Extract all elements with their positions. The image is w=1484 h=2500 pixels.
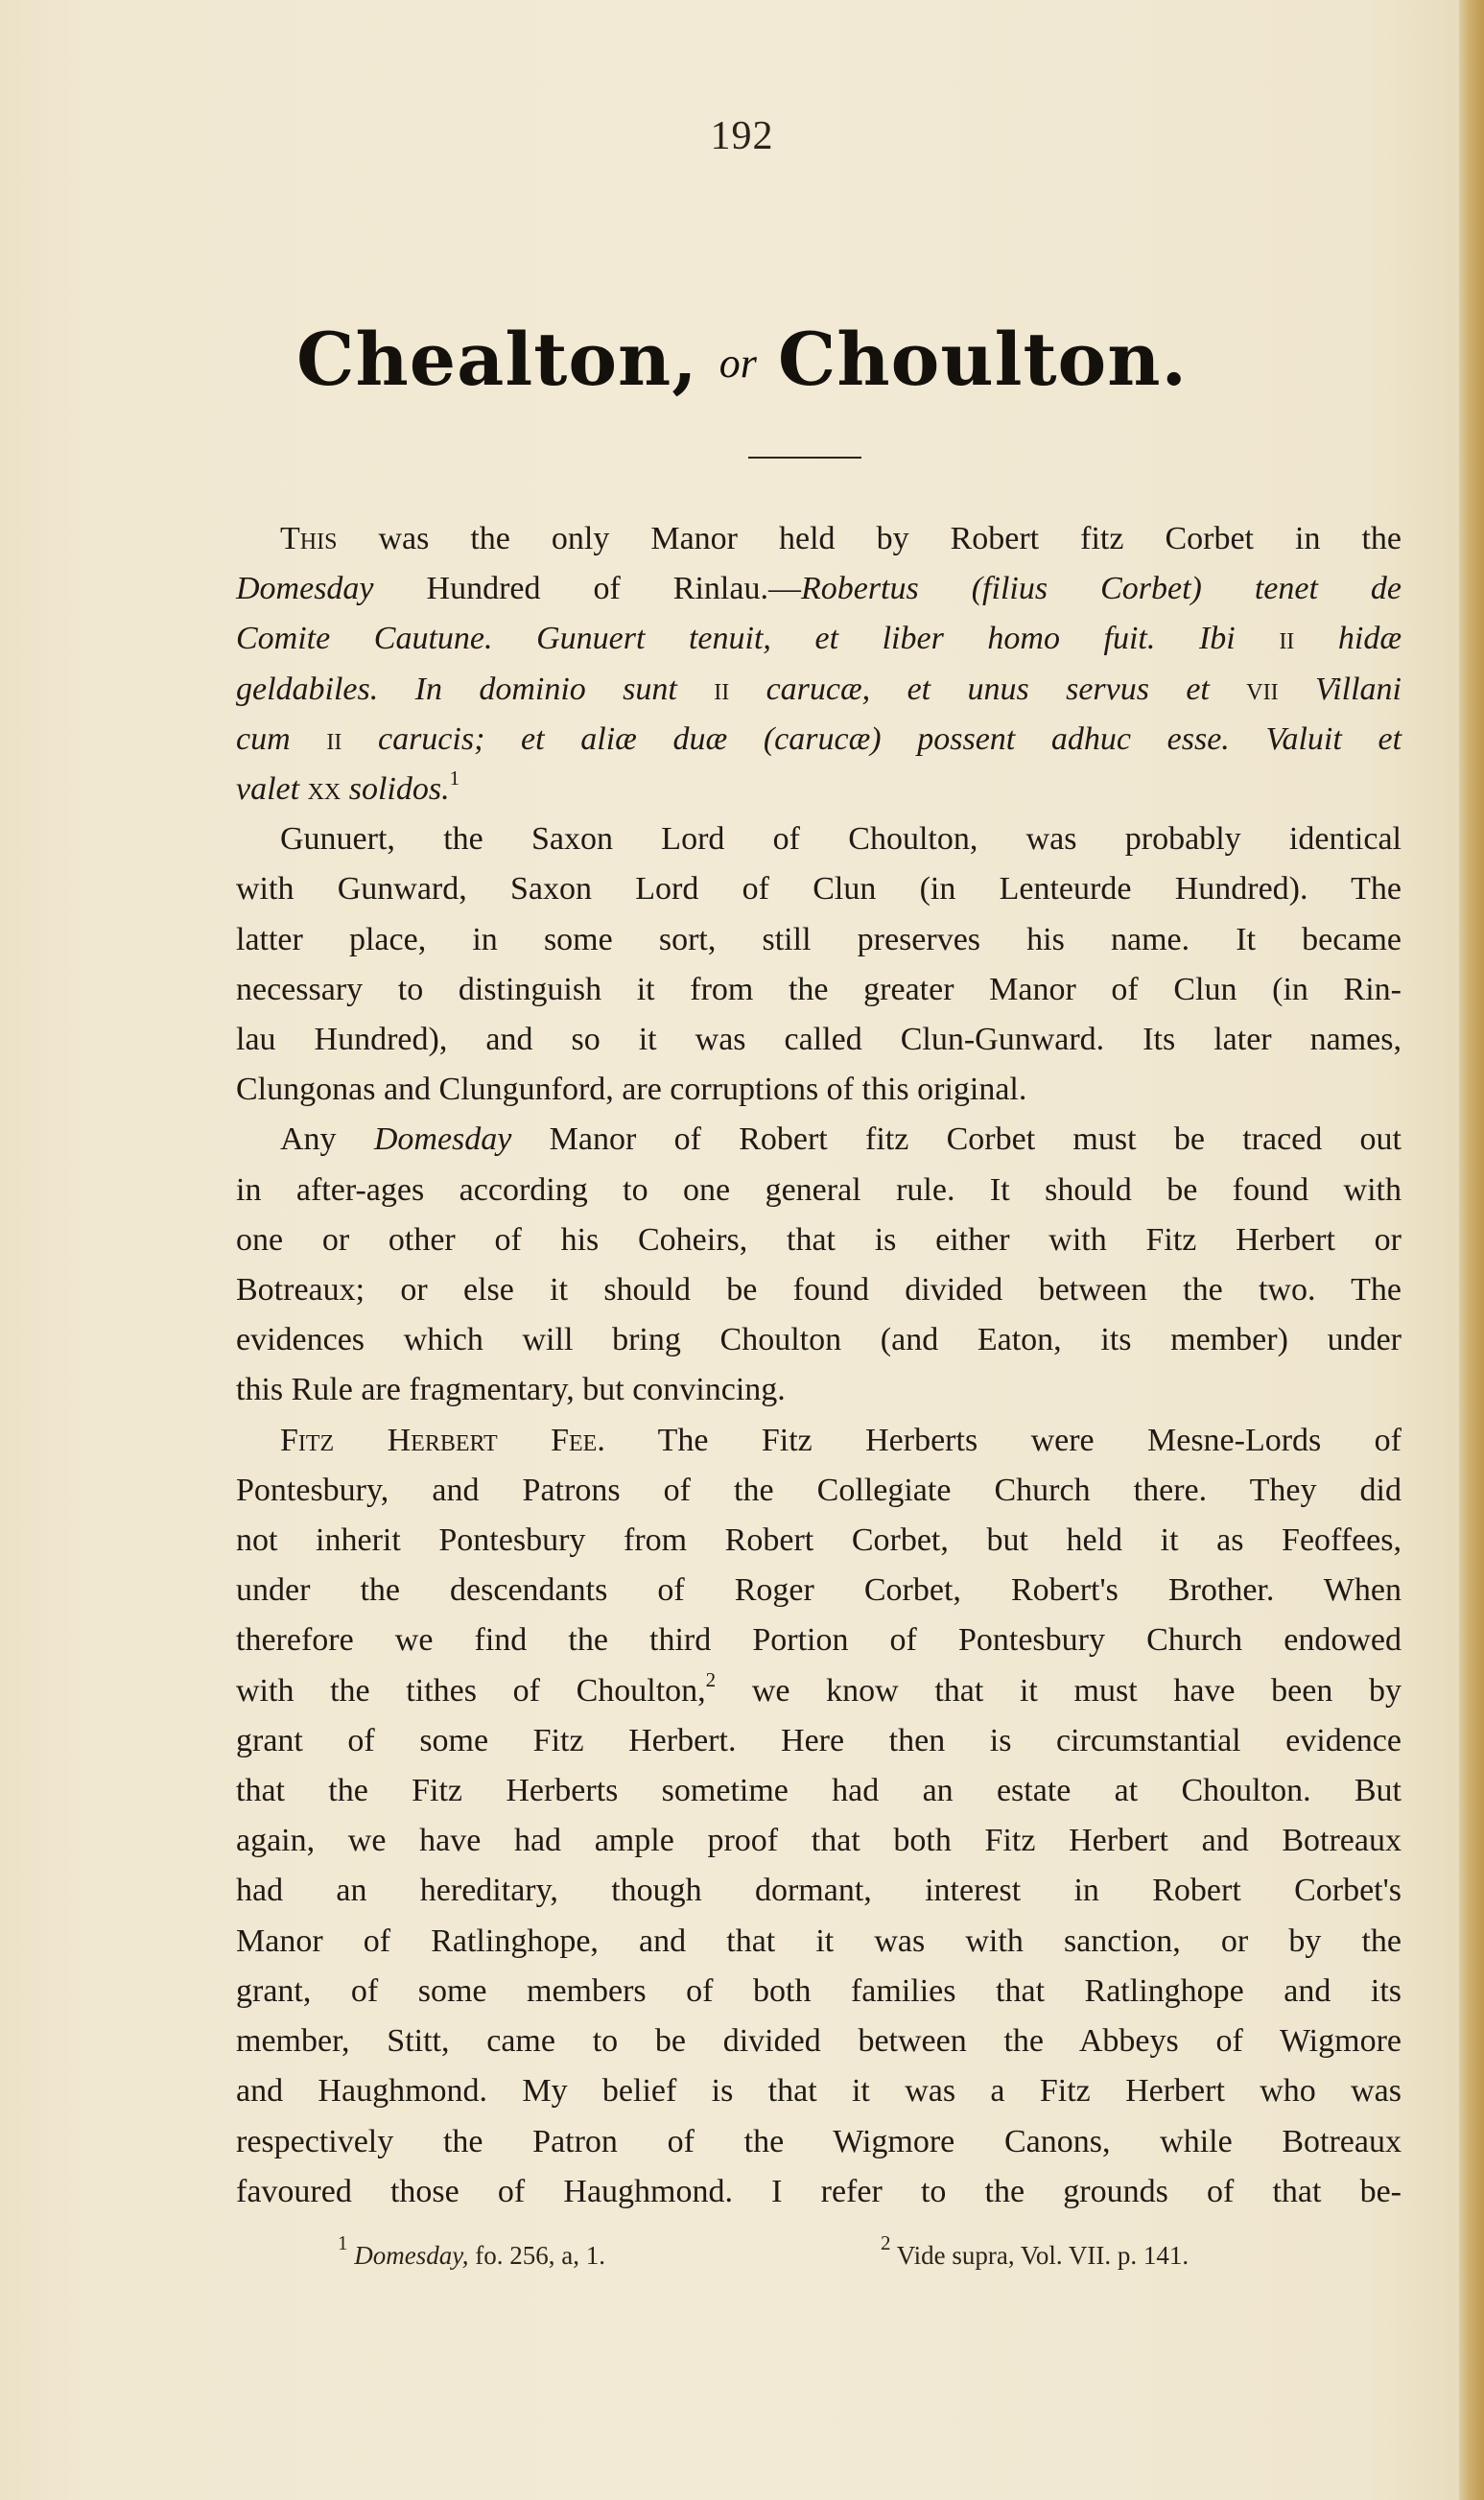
text-line: that the Fitz Herberts sometime had an estate at Choulton. But <box>236 1773 1402 1809</box>
text-line: lau Hundred), and so it was called Clun-Gunward. Its later names, <box>236 1022 1402 1058</box>
small-caps-opening: This <box>280 521 338 556</box>
title-part-1: Chealton, <box>296 317 698 402</box>
chapter-title <box>0 317 1484 403</box>
italic-span: Villani <box>1314 671 1402 707</box>
italic-span: valet <box>236 771 300 808</box>
italic-span: Comite Cautune. Gunuert tenuit, et liber homo fuit. Ibi <box>236 621 1236 657</box>
text-line: Gunuert, the Saxon Lord of Choulton, was probably identical <box>280 821 1402 858</box>
text-line <box>236 564 1402 614</box>
italic-span: carucis; et aliæ duæ (carucæ) possent adhuc esse. Valuit et <box>377 720 1402 757</box>
text-line <box>236 614 1402 664</box>
text-span: with the tithes of Choulton, <box>236 1672 706 1709</box>
footnote-1 <box>338 2231 605 2270</box>
text-span: Any <box>280 1121 374 1158</box>
footnote-2 <box>881 2231 1190 2271</box>
text-line: this Rule are fragmentary, but convincing. <box>236 1372 786 1408</box>
footnote-italic: Domesday, <box>354 2241 469 2270</box>
text-line: Manor of Ratlinghope, and that it was with sanction, or by the <box>236 1922 1402 1959</box>
text-span: we know that it must have been by <box>716 1672 1402 1709</box>
italic-span: Domesday <box>373 1121 512 1158</box>
text-line: grant of some Fitz Herbert. Here then is circumstantial evidence <box>236 1722 1402 1758</box>
text-span: was the only Manor held by Robert fitz Corbet in the <box>337 521 1402 556</box>
text-line: Pontesbury, and Patrons of the Collegiate Church there. They did <box>236 1472 1402 1508</box>
text-line: again, we have had ample proof that both Fitz Herbert and Botreaux <box>236 1823 1402 1859</box>
text-line <box>236 665 1402 715</box>
italic-span: Robertus (filius Corbet) tenet de <box>800 571 1402 607</box>
text-line: with Gunward, Saxon Lord of Clun (in Lenteurde Hundred). The <box>236 871 1402 908</box>
footnote-ref: 2 <box>705 1667 717 1691</box>
italic-span: geldabiles. In dominio sunt <box>236 671 677 707</box>
title-connector: or <box>718 340 757 387</box>
footnotes <box>338 2231 1335 2271</box>
text-line: Botreaux; or else it should be found divided between the two. The <box>236 1272 1402 1309</box>
numeral-span: vii <box>1209 671 1315 707</box>
text-line: evidences which will bring Choulton (and Eaton, its member) under <box>236 1322 1402 1358</box>
numeral-span: ii <box>290 720 378 757</box>
text-line: respectively the Patron of the Wigmore Canons, while Botreaux <box>236 2123 1402 2159</box>
italic-span: cum <box>236 720 291 757</box>
text-line: not inherit Pontesbury from Robert Corbet, but held it as Feoffees, <box>236 1522 1402 1559</box>
footnote-text: Vide supra, Vol. VII. p. 141. <box>890 2241 1190 2270</box>
text-line: had an hereditary, though dormant, interest in Robert Corbet's <box>236 1873 1402 1909</box>
text-line <box>236 1115 1402 1165</box>
footnote-ref: 1 <box>449 767 460 790</box>
body-text <box>236 514 1402 2217</box>
text-line: favoured those of Haughmond. I refer to the grounds of that be- <box>236 2173 1402 2209</box>
italic-span: carucæ, et unus servus et <box>766 671 1210 707</box>
text-line: necessary to distinguish it from the greater Manor of Clun (in Rin- <box>236 971 1402 1007</box>
text-span: Hundred of Rinlau.— <box>373 571 801 607</box>
numeral-span: ii <box>676 671 766 707</box>
title-divider <box>748 457 861 459</box>
text-span: Manor of Robert fitz Corbet must be traced out <box>511 1121 1402 1158</box>
text-line: in after-ages according to one general rule. It should be found with <box>236 1171 1402 1208</box>
text-line: under the descendants of Roger Corbet, Robert's Brother. When <box>236 1572 1402 1609</box>
section-heading: Fitz Herbert Fee. <box>280 1422 605 1458</box>
text-line: member, Stitt, came to be divided between the Abbeys of Wigmore <box>236 2023 1402 2060</box>
text-line <box>236 514 1402 564</box>
numeral-span: xx <box>299 771 349 808</box>
text-line: one or other of his Coheirs, that is either with Fitz Herbert or <box>236 1221 1402 1258</box>
text-line: Clungonas and Clungunford, are corruptions of this original. <box>236 1072 1027 1108</box>
title-part-2: Choulton. <box>777 317 1188 402</box>
text-line: therefore we find the third Portion of Pontesbury Church endowed <box>236 1622 1402 1659</box>
text-line <box>236 1666 1402 1716</box>
footnote-text: fo. 256, a, 1. <box>468 2241 605 2270</box>
footnote-marker: 2 <box>881 2231 891 2254</box>
text-line <box>236 715 1402 765</box>
text-line: latter place, in some sort, still preserves his name. It became <box>236 921 1402 957</box>
italic-span: Domesday <box>236 571 374 607</box>
footnote-marker: 1 <box>338 2231 348 2254</box>
italic-span: hidæ <box>1337 621 1402 657</box>
text-line <box>236 1416 1402 1466</box>
numeral-span: ii <box>1235 621 1338 657</box>
text-line <box>236 765 1402 814</box>
text-line: and Haughmond. My belief is that it was a Fitz Herbert who was <box>236 2073 1402 2110</box>
italic-span: solidos. <box>348 771 450 808</box>
page-number: 192 <box>710 114 774 158</box>
text-line: grant, of some members of both families that Ratlinghope and its <box>236 1972 1402 2009</box>
text-span: The Fitz Herberts were Mesne-Lords of <box>604 1422 1402 1458</box>
